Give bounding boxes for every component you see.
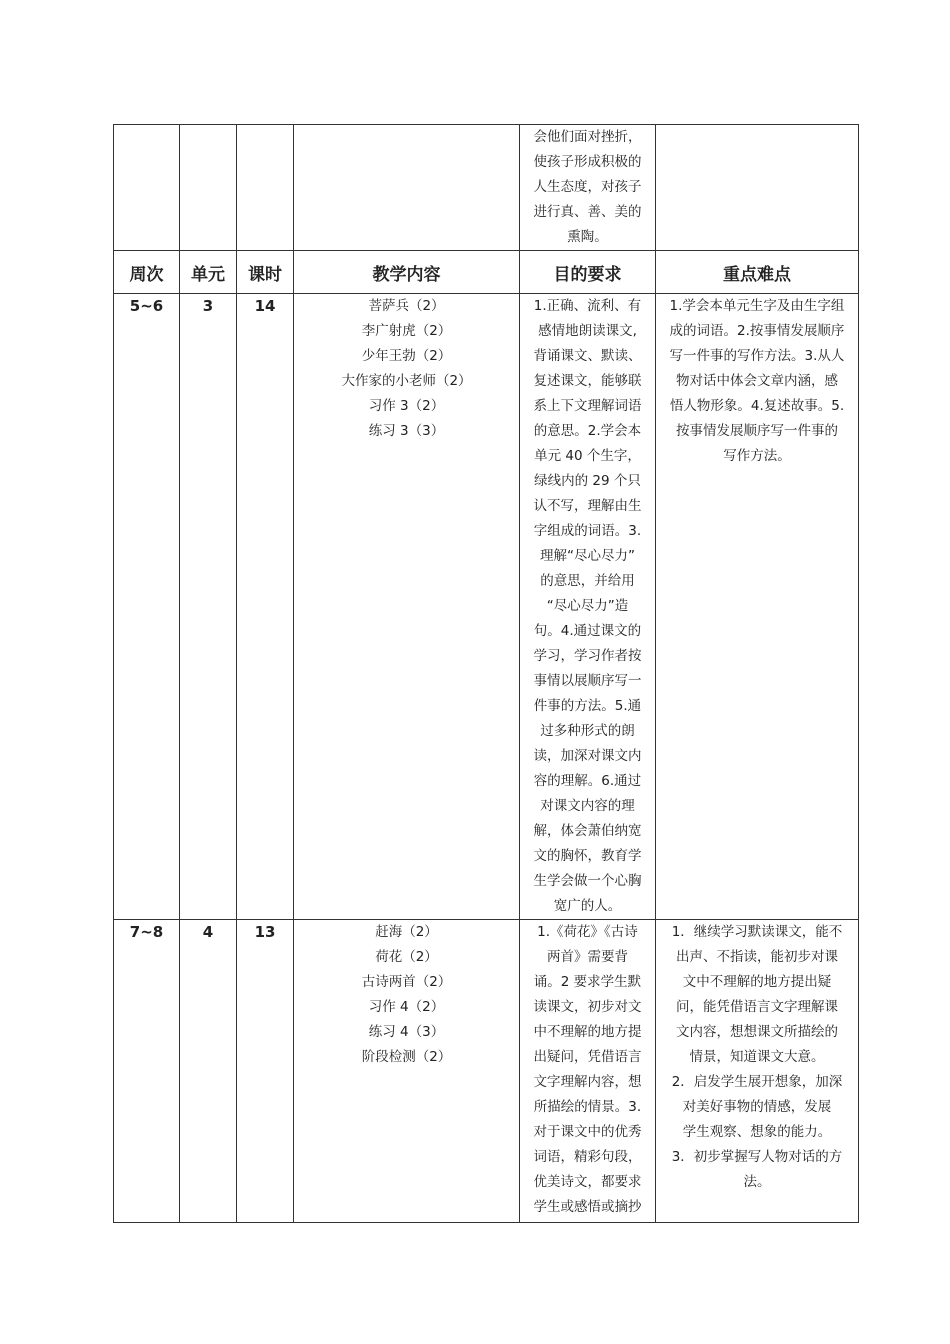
aim-line: 进行真、善、美的 <box>533 204 642 220</box>
aim-line: 感情地朗读课文, <box>538 323 637 339</box>
aim-line: 件事的方法。5.通 <box>533 698 642 714</box>
cell-content-empty <box>294 125 520 251</box>
cell-aim <box>520 294 656 920</box>
key-line: 悟人物形象。4.复述故事。5. <box>669 398 845 414</box>
header-content: 教学内容 <box>294 251 520 294</box>
aim-line: 生学会做一个心胸 <box>533 873 642 889</box>
key-line: 情景，知道课文大意。 <box>689 1049 825 1065</box>
aim-line: 文的胸怀，教育学 <box>533 848 642 864</box>
key-line: 2．启发学生展开想象，加深 <box>671 1074 843 1090</box>
aim-line: 复述课文，能够联 <box>533 373 642 389</box>
continuation-row <box>114 125 859 251</box>
aim-line: 两首》需要背 <box>547 949 628 965</box>
key-line: 成的词语。2.按事情发展顺序 <box>669 323 845 339</box>
key-line: 3．初步掌握写人物对话的方 <box>671 1149 843 1165</box>
cell-week: 7~8 <box>114 920 180 1223</box>
lesson-item: 古诗两首（2） <box>361 974 452 990</box>
lesson-item: 大作家的小老师（2） <box>341 373 472 389</box>
aim-line: 绿线内的 29 个只 <box>534 473 641 489</box>
aim-line: 过多种形式的朗 <box>540 723 635 739</box>
aim-line: 读，加深对课文内 <box>533 748 642 764</box>
aim-line: 宽广的人。 <box>553 898 622 914</box>
aim-line: 系上下文理解词语 <box>533 398 642 414</box>
cell-hours-empty <box>237 125 294 251</box>
key-line: 出声、不指读，能初步对课 <box>676 949 838 965</box>
teaching-plan-table <box>113 124 859 1223</box>
cell-content <box>294 294 520 920</box>
key-line: 写一件事的写作方法。3.从人 <box>669 348 845 364</box>
aim-line: 句。4.通过课文的 <box>533 623 642 639</box>
aim-line: 事情以展顺序写一 <box>533 673 642 689</box>
aim-line: 的意思，并给用 <box>540 573 635 589</box>
aim-line: 人生态度，对孩子 <box>533 179 642 195</box>
aim-line: 读课文，初步对文 <box>533 999 642 1015</box>
key-line: 文内容，想想课文所描绘的 <box>676 1024 838 1040</box>
aim-line: 认不写，理解由生 <box>533 498 642 514</box>
header-key: 重点难点 <box>656 251 859 294</box>
aim-line: 字组成的词语。3. <box>533 523 642 539</box>
aim-line: 所描绘的情景。3. <box>533 1099 642 1115</box>
key-line: 1．继续学习默读课文，能不 <box>671 924 843 940</box>
header-hours: 课时 <box>237 251 294 294</box>
aim-line: 解，体会萧伯纳宽 <box>533 823 642 839</box>
key-line: 物对话中体会文章内涵，感 <box>676 373 838 389</box>
lesson-item: 李广射虎（2） <box>361 323 452 339</box>
cell-unit-empty <box>180 125 237 251</box>
cell-key-empty <box>656 125 859 251</box>
aim-line: 熏陶。 <box>567 229 608 245</box>
aim-line: 1.正确、流利、有 <box>533 298 642 314</box>
key-line: 文中不理解的地方提出疑 <box>682 974 832 990</box>
lesson-item: 练习 3（3） <box>368 423 445 439</box>
table-row <box>114 294 859 920</box>
key-line: 1.学会本单元生字及由生字组 <box>669 298 845 314</box>
cell-aim <box>520 920 656 1223</box>
header-week: 周次 <box>114 251 180 294</box>
aim-line: 出疑问，凭借语言 <box>533 1049 642 1065</box>
aim-line: 学生或感悟或摘抄 <box>533 1199 642 1215</box>
aim-line: 1.《荷花》《古诗 <box>537 924 638 940</box>
aim-line: 对于课文中的优秀 <box>533 1124 642 1140</box>
aim-line: 中不理解的地方提 <box>533 1024 642 1040</box>
lesson-item: 菩萨兵（2） <box>368 298 445 314</box>
key-line: 法。 <box>743 1174 771 1190</box>
aim-line: 对课文内容的理 <box>540 798 635 814</box>
table-row <box>114 920 859 1223</box>
aim-line: 使孩子形成积极的 <box>533 154 642 170</box>
aim-line: 会他们面对挫折， <box>533 129 642 145</box>
aim-line: 优美诗文，都要求 <box>533 1174 642 1190</box>
aim-line: 文字理解内容，想 <box>533 1074 642 1090</box>
key-line: 问，能凭借语言文字理解课 <box>676 999 838 1015</box>
aim-line: 单元 40 个生字， <box>534 448 641 464</box>
aim-line: 理解“尽心尽力” <box>540 548 635 564</box>
aim-line: 诵。2 要求学生默 <box>533 974 642 990</box>
header-unit: 单元 <box>180 251 237 294</box>
cell-key <box>656 920 859 1223</box>
lesson-item: 少年王勃（2） <box>361 348 452 364</box>
header-aim: 目的要求 <box>520 251 656 294</box>
aim-line: 容的理解。6.通过 <box>533 773 642 789</box>
cell-unit: 4 <box>180 920 237 1223</box>
key-line: 按事情发展顺序写一件事的 <box>676 423 838 439</box>
lesson-item: 练习 4（3） <box>368 1024 445 1040</box>
cell-key <box>656 294 859 920</box>
table-header-row <box>114 251 859 294</box>
lesson-item: 赶海（2） <box>375 924 438 940</box>
cell-week: 5~6 <box>114 294 180 920</box>
cell-unit: 3 <box>180 294 237 920</box>
key-line: 写作方法。 <box>723 448 791 464</box>
cell-week-empty <box>114 125 180 251</box>
cell-content <box>294 920 520 1223</box>
aim-line: “尽心尽力”造 <box>546 598 629 614</box>
aim-line: 词语，精彩句段， <box>533 1149 642 1165</box>
aim-line: 的意思。2.学会本 <box>533 423 642 439</box>
cell-aim-continued <box>520 125 656 251</box>
lesson-item: 阶段检测（2） <box>361 1049 452 1065</box>
lesson-item: 荷花（2） <box>375 949 438 965</box>
lesson-item: 习作 4（2） <box>368 999 445 1015</box>
cell-hours: 14 <box>237 294 294 920</box>
key-line: 对美好事物的情感，发展 <box>682 1099 832 1115</box>
lesson-item: 习作 3（2） <box>368 398 445 414</box>
key-line: 学生观察、想象的能力。 <box>682 1124 832 1140</box>
aim-line: 学习，学习作者按 <box>533 648 642 664</box>
cell-hours: 13 <box>237 920 294 1223</box>
aim-line: 背诵课文、默读、 <box>533 348 642 364</box>
